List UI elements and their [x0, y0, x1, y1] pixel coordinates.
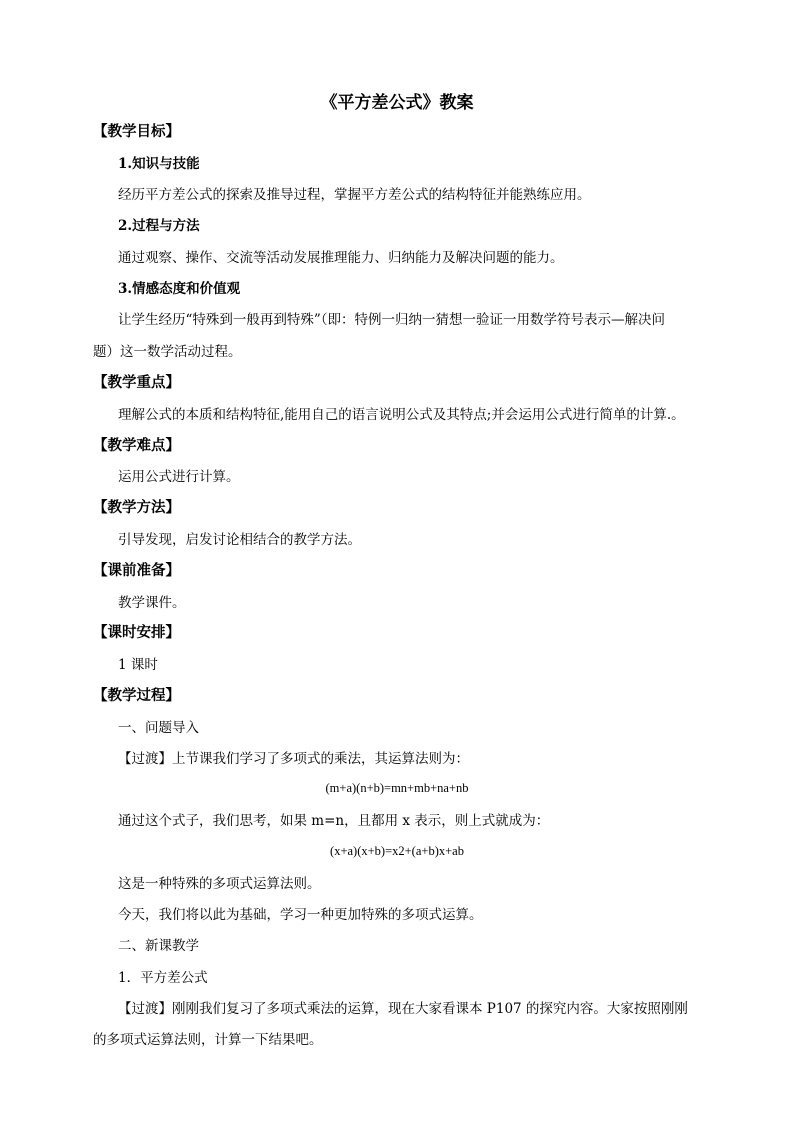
key-points-text: 理解公式的本质和结构特征,能用自己的语言说明公式及其特点;并会运用公式进行简单的计算.。 — [118, 407, 685, 423]
transition-2-text-2: 的多项式运算法则，计算一下结果吧。 — [93, 1032, 323, 1048]
process-heading: 【教学过程】 — [93, 687, 180, 704]
section-1-title: 一、问题导入 — [118, 720, 199, 736]
formula-1: (m+a)(n+b)=mn+mb+na+nb — [325, 781, 469, 795]
process-text: 通过观察、操作、交流等活动发展推理能力、归纳能力及解决问题的能力。 — [118, 250, 564, 266]
attitude-text-1: 让学生经历“特殊到一般再到特殊”（即：特例一归纳一猜想一验证一用数学符号表示—解决问 — [118, 312, 666, 328]
transition-2-text-1: 【过渡】刚刚我们复习了多项式乘法的运算，现在大家看课本 P107 的探究内容。大家按照刚刚 — [118, 1001, 688, 1017]
schedule-heading: 【课时安排】 — [93, 624, 180, 641]
subsection-1-title: 1．平方差公式 — [118, 970, 208, 986]
transition-1-text: 【过渡】上节课我们学习了多项式的乘法，其运算法则为： — [118, 751, 469, 767]
preparation-heading: 【课前准备】 — [93, 562, 180, 579]
key-points-heading: 【教学重点】 — [93, 374, 180, 391]
formula-2: (x+a)(x+b)=x2+(a+b)x+ab — [330, 844, 464, 858]
section-2-title: 二、新课教学 — [118, 938, 199, 954]
today-text: 今天，我们将以此为基础，学习一种更加特殊的多项式运算。 — [118, 907, 483, 923]
document-title: 《平方差公式》教案 — [320, 93, 474, 113]
goals-heading: 【教学目标】 — [93, 123, 180, 140]
attitude-text-2: 题）这一数学活动过程。 — [93, 344, 242, 360]
think-text: 通过这个式子，我们思考，如果 m=n，且都用 x 表示，则上式就成为： — [118, 813, 550, 829]
preparation-text: 教学课件。 — [118, 595, 186, 611]
special-rule-text: 这是一种特殊的多项式运算法则。 — [118, 876, 321, 892]
process-title: 2.过程与方法 — [118, 218, 200, 234]
methods-heading: 【教学方法】 — [93, 499, 180, 516]
methods-text: 引导发现，启发讨论相结合的教学方法。 — [118, 532, 361, 548]
schedule-text: 1 课时 — [118, 657, 158, 673]
attitude-title: 3.情感态度和价值观 — [118, 281, 241, 297]
knowledge-text: 经历平方差公式的探索及推导过程，掌握平方差公式的结构特征并能熟练应用。 — [118, 187, 591, 203]
knowledge-title: 1.知识与技能 — [118, 156, 200, 172]
difficulties-text: 运用公式进行计算。 — [118, 469, 240, 485]
difficulties-heading: 【教学难点】 — [93, 437, 180, 454]
